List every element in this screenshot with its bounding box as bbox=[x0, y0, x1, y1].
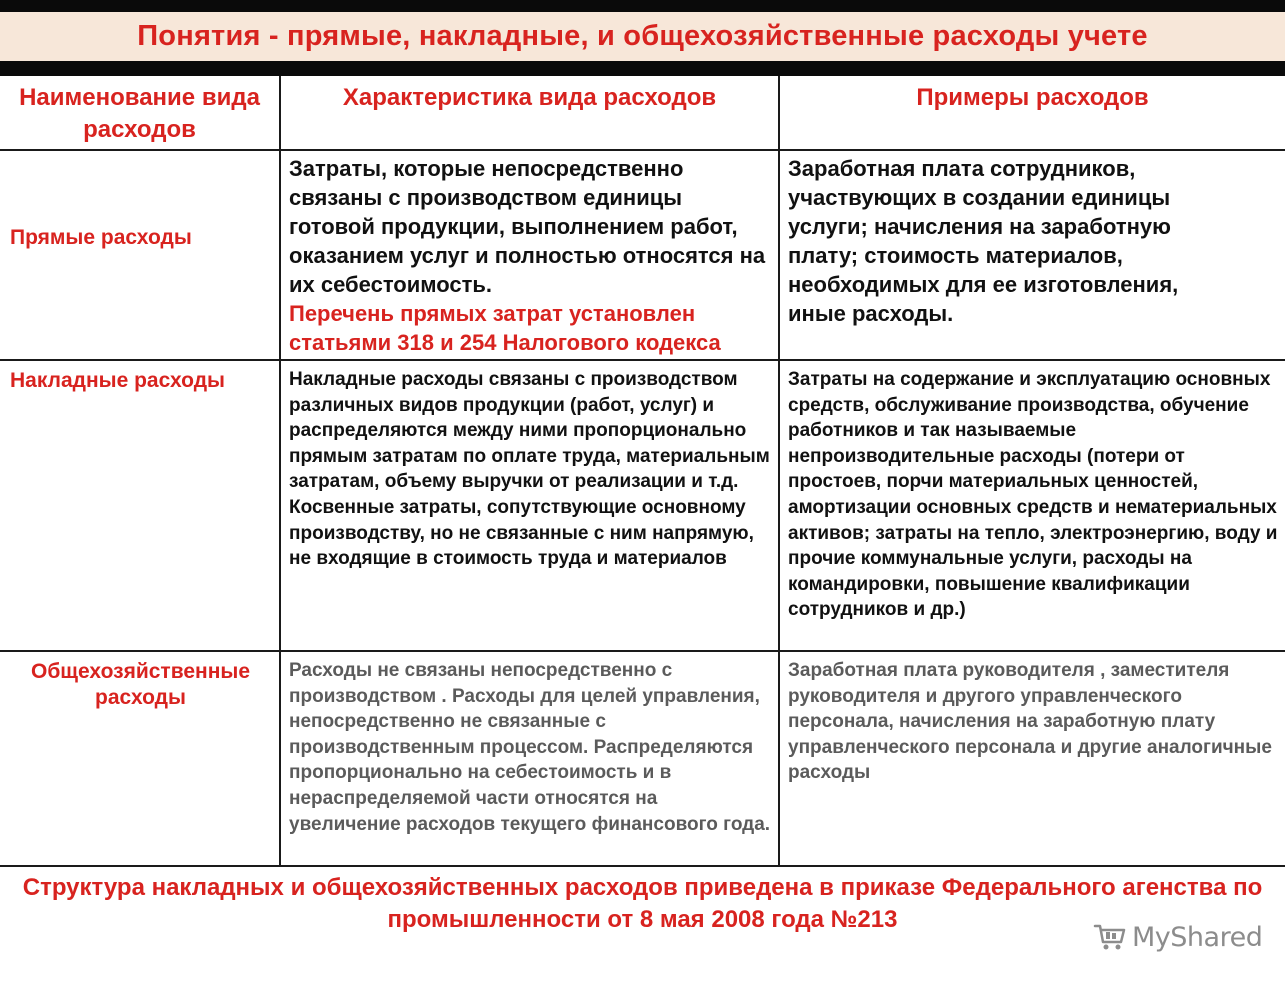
row-name-general: Общехозяйственные расходы bbox=[31, 660, 250, 709]
row-examples-direct: Заработная плата сотрудников, участвующих в создании единицы услуги; начисления на заработную плату; стоимость материалов, необходимых для ее изготовления, иные расходы. bbox=[788, 156, 1179, 326]
shopping-cart-icon bbox=[1093, 922, 1127, 952]
title-underbar bbox=[0, 61, 1285, 76]
table-divider bbox=[0, 359, 1285, 361]
row-name-direct: Прямые расходы bbox=[10, 226, 192, 249]
header-name-column: Наименование вида расходов bbox=[19, 84, 260, 143]
watermark-text: MyShared bbox=[1132, 921, 1263, 953]
characteristic-text: Затраты, которые непосредственно связаны с производством единицы готовой продукции, выполнением работ, оказанием услуг и полностью относятся на их себестоимость. bbox=[289, 156, 766, 297]
table-divider bbox=[0, 650, 1285, 652]
top-dark-bar bbox=[0, 0, 1285, 12]
table-divider bbox=[279, 76, 281, 866]
row-name-overhead: Накладные расходы bbox=[10, 369, 225, 392]
characteristic-note: Перечень прямых затрат установлен статьями 318 и 254 Налогового кодекса bbox=[289, 301, 721, 355]
table-divider bbox=[0, 149, 1285, 151]
row-characteristic-direct bbox=[289, 154, 773, 357]
row-examples-general: Заработная плата руководителя , заместителя руководителя и другого управленческого персонала, начисления на заработную плату управленческого персонала и другие аналогичные расходы bbox=[788, 660, 1272, 784]
myshared-watermark bbox=[1093, 919, 1262, 955]
table-divider bbox=[778, 76, 780, 866]
slide-title: Понятия - прямые, накладные, и общехозяйственные расходы учете bbox=[0, 12, 1285, 61]
footer-text: Структура накладных и общехозяйственных расходов приведена в приказе Федерального агенства по промышленности от 8 мая 2008 года №213 bbox=[22, 874, 1263, 933]
header-characteristic-column: Характеристика вида расходов bbox=[342, 84, 717, 111]
table-divider bbox=[0, 865, 1285, 867]
row-characteristic-general: Расходы не связаны непосредственно с производством . Расходы для целей управления, непосредственно не связанные с производственным процессом. Распределяются пропорционально на себестоимость и в нераспределяемой части относятся на увеличение расходов текущего финансового года. bbox=[289, 660, 771, 835]
row-examples-overhead: Затраты на содержание и эксплуатацию основных средств, обслуживание производства, обучение работников и так называемые непроизводительные расходы (потери от простоев, порчи материальных ценностей, амортизации основных средств и нематериальных активов; затраты на тепло, электроэнергию, воду и прочие коммунальные услуги, расходы на командировки, повышение квалификации сотрудников и др.) bbox=[788, 369, 1278, 621]
header-examples-column: Примеры расходов bbox=[916, 84, 1149, 111]
row-characteristic-overhead: Накладные расходы связаны с производством различных видов продукции (работ, услуг) и распределяются между ними пропорционально прямым затратам по оплате труда, материальным затратам, объему выручки от реализации и т.д. Косвенные затраты, сопутствующие основному производству, но не связанные с ним напрямую, не входящие в стоимость труда и материалов bbox=[289, 369, 770, 570]
